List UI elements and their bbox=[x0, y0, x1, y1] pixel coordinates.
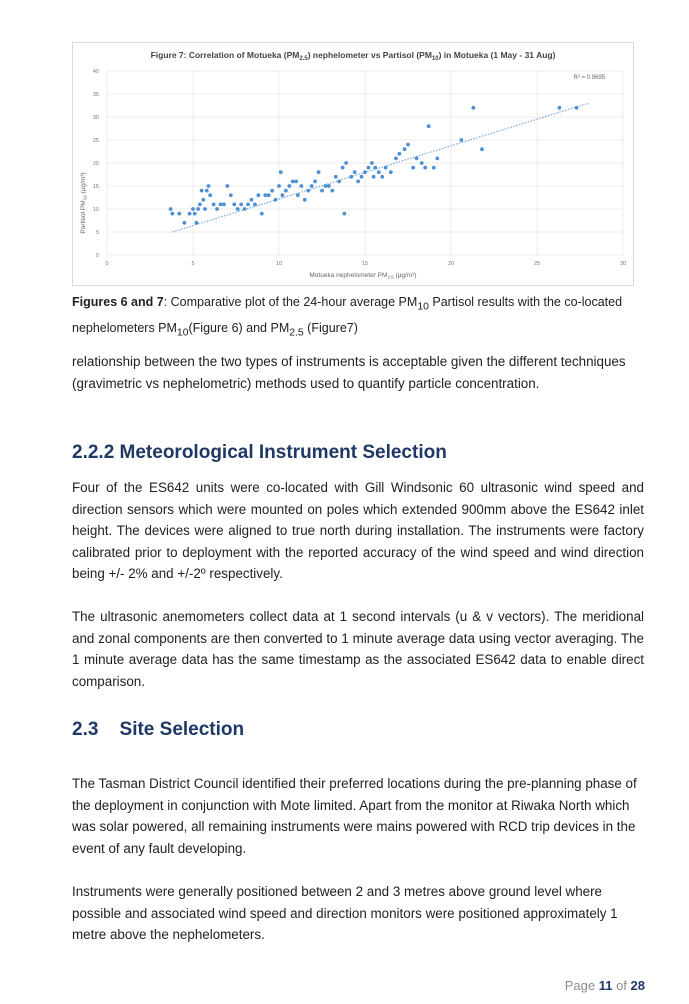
data-point bbox=[367, 166, 371, 170]
caption-text: (Figure 6) and PM bbox=[188, 320, 290, 335]
caption-bold: Figures 6 and 7 bbox=[72, 295, 164, 309]
data-point bbox=[232, 203, 236, 207]
data-point bbox=[342, 212, 346, 216]
y-axis-label: Partisol $PM_{10}$ (µg/m³) bbox=[80, 172, 88, 234]
data-point bbox=[250, 198, 254, 202]
data-point bbox=[377, 170, 381, 174]
data-point bbox=[341, 166, 345, 170]
y-tick-label: 0 bbox=[95, 253, 99, 259]
data-point bbox=[294, 180, 298, 184]
paragraph-site-selection: The Tasman District Council identified their preferred locations during the pre-planning phase of the deployment in conjunction with Mote limited. Apart from the monitor at Riwaka North which was solar powered, all remaining instruments were mains powered with RCD trip devices in the event of any fault developing. bbox=[72, 776, 637, 856]
data-point bbox=[435, 157, 439, 161]
page-number: 11 bbox=[598, 978, 613, 993]
data-point bbox=[480, 147, 484, 151]
data-point bbox=[274, 198, 278, 202]
data-point bbox=[471, 106, 475, 110]
trendline bbox=[172, 103, 588, 232]
heading-2-3: 2.3 Site Selection bbox=[72, 719, 245, 740]
data-point bbox=[557, 106, 561, 110]
data-point bbox=[226, 184, 230, 188]
caption-text: : Comparative plot of the 24-hour average PM bbox=[163, 295, 418, 309]
data-point bbox=[207, 184, 211, 188]
data-point bbox=[243, 207, 247, 211]
y-tick-label: 5 bbox=[95, 230, 99, 236]
data-point bbox=[212, 203, 216, 207]
caption-sub: 2.5 bbox=[289, 327, 304, 338]
y-tick-label: 30 bbox=[92, 115, 99, 121]
data-point bbox=[389, 170, 393, 174]
data-point bbox=[200, 189, 204, 193]
data-point bbox=[313, 180, 317, 184]
x-tick-label: 30 bbox=[619, 261, 627, 267]
x-tick-label: 20 bbox=[447, 261, 455, 267]
data-point bbox=[330, 189, 334, 193]
data-point bbox=[222, 203, 226, 207]
data-point bbox=[201, 198, 205, 202]
data-point bbox=[246, 203, 250, 207]
data-point bbox=[432, 166, 436, 170]
figure-7-chart bbox=[72, 42, 634, 286]
paragraph-anemometers: The ultrasonic anemometers collect data at 1 second intervals (u & v vectors). The meridional and zonal components are then converted to 1 minute average data using vector averaging. The 1 minute average data has the same timestamp as the associated ES642 data to enable direct comparison. bbox=[72, 609, 644, 689]
data-point bbox=[215, 207, 219, 211]
data-point bbox=[398, 152, 402, 156]
y-tick-label: 20 bbox=[92, 161, 99, 167]
y-tick-label: 15 bbox=[92, 184, 99, 190]
x-tick-label: 0 bbox=[105, 261, 109, 267]
data-point bbox=[229, 193, 233, 197]
data-point bbox=[423, 166, 427, 170]
data-point bbox=[208, 193, 212, 197]
data-point bbox=[196, 207, 200, 211]
data-point bbox=[281, 193, 285, 197]
data-point bbox=[284, 189, 288, 193]
data-point bbox=[406, 143, 410, 147]
y-tick-label: 10 bbox=[92, 207, 99, 213]
caption-text: Partisol results with the co-located nephelometers PM bbox=[72, 295, 623, 335]
caption-sub: 10 bbox=[176, 327, 189, 338]
heading-2-2-2: 2.2.2 Meteorological Instrument Selection bbox=[72, 442, 447, 463]
data-point bbox=[317, 170, 321, 174]
page-footer bbox=[565, 978, 645, 993]
paragraph-instruments-position: Instruments were generally positioned between 2 and 3 metres above ground level where possible and associated wind speed and direction monitors were positioned approximately 1 metre above the nephelometers. bbox=[72, 884, 618, 942]
data-point bbox=[279, 170, 283, 174]
footer-prefix: Page bbox=[564, 978, 599, 993]
data-point bbox=[303, 198, 307, 202]
data-point bbox=[356, 180, 360, 184]
data-point bbox=[411, 166, 415, 170]
y-tick-label: 35 bbox=[92, 92, 99, 98]
scatter-plot bbox=[73, 43, 633, 285]
caption-text: (Figure7) bbox=[303, 320, 358, 335]
caption-sub: 10 bbox=[417, 301, 429, 313]
data-point bbox=[334, 175, 338, 179]
y-tick-label: 25 bbox=[92, 138, 99, 144]
data-point bbox=[427, 124, 431, 128]
r-squared-label: R² = 0.9695 bbox=[573, 75, 605, 81]
data-point bbox=[324, 184, 328, 188]
data-point bbox=[195, 221, 199, 225]
data-point bbox=[253, 203, 257, 207]
data-point bbox=[337, 180, 341, 184]
data-point bbox=[306, 189, 310, 193]
data-point bbox=[183, 221, 187, 225]
data-point bbox=[420, 161, 424, 165]
data-point bbox=[575, 106, 579, 110]
x-tick-label: 15 bbox=[361, 261, 369, 267]
data-point bbox=[260, 212, 264, 216]
data-point bbox=[384, 166, 388, 170]
data-point bbox=[219, 203, 223, 207]
data-point bbox=[394, 157, 398, 161]
data-point bbox=[415, 157, 419, 161]
data-point bbox=[193, 212, 197, 216]
data-point bbox=[191, 207, 195, 211]
x-tick-label: 5 bbox=[191, 261, 195, 267]
data-point bbox=[277, 184, 281, 188]
data-point bbox=[177, 212, 181, 216]
data-point bbox=[239, 203, 243, 207]
data-point bbox=[263, 193, 267, 197]
x-tick-label: 25 bbox=[533, 261, 541, 267]
data-point bbox=[188, 212, 192, 216]
data-point bbox=[360, 175, 364, 179]
footer-of: of bbox=[612, 978, 631, 993]
data-point bbox=[198, 203, 202, 207]
data-point bbox=[203, 207, 207, 211]
data-point bbox=[270, 189, 274, 193]
figure-caption bbox=[72, 292, 644, 343]
data-point bbox=[170, 212, 174, 216]
x-tick-label: 10 bbox=[275, 261, 283, 267]
data-point bbox=[320, 189, 324, 193]
data-point bbox=[459, 138, 463, 142]
data-point bbox=[169, 207, 173, 211]
y-tick-label: 40 bbox=[92, 69, 99, 75]
data-point bbox=[327, 184, 331, 188]
data-point bbox=[380, 175, 384, 179]
page-total: 28 bbox=[630, 978, 645, 993]
data-point bbox=[291, 180, 295, 184]
x-axis-label: Motueka nephelometer $PM_{2.5}$ (µg/m³) bbox=[309, 272, 417, 280]
data-point bbox=[370, 161, 374, 165]
data-point bbox=[349, 175, 353, 179]
data-point bbox=[403, 147, 407, 151]
data-point bbox=[310, 184, 314, 188]
data-point bbox=[236, 207, 240, 211]
data-point bbox=[205, 189, 209, 193]
data-point bbox=[344, 161, 348, 165]
data-point bbox=[256, 193, 260, 197]
chart-title: Figure 7: Correlation of Motueka $(PM_{2.5})$ nephelometer vs Partisol $(PM_{10})$ in Motueka (1 May - 31 Aug) bbox=[150, 50, 556, 62]
data-point bbox=[267, 193, 271, 197]
data-point bbox=[353, 170, 357, 174]
data-point bbox=[287, 184, 291, 188]
paragraph-meteorological: Four of the ES642 units were co-located with Gill Windsonic 60 ultrasonic wind speed and direction sensors which were mounted on poles which extended 900mm above the ES642 inlet height. The devices were aligned to true north during installation. The instruments were factory calibrated prior to deployment with the reported accuracy of the wind speed and wind direction being +/- 2% and +/-2º respectively. bbox=[72, 480, 644, 581]
data-point bbox=[299, 184, 303, 188]
data-point bbox=[296, 193, 300, 197]
data-point bbox=[363, 170, 367, 174]
data-point bbox=[372, 175, 376, 179]
paragraph-relationship: relationship between the two types of instruments is acceptable given the different techniques (gravimetric vs nephelometric) methods used to quantify particle concentration. bbox=[72, 354, 626, 391]
data-point bbox=[373, 166, 377, 170]
